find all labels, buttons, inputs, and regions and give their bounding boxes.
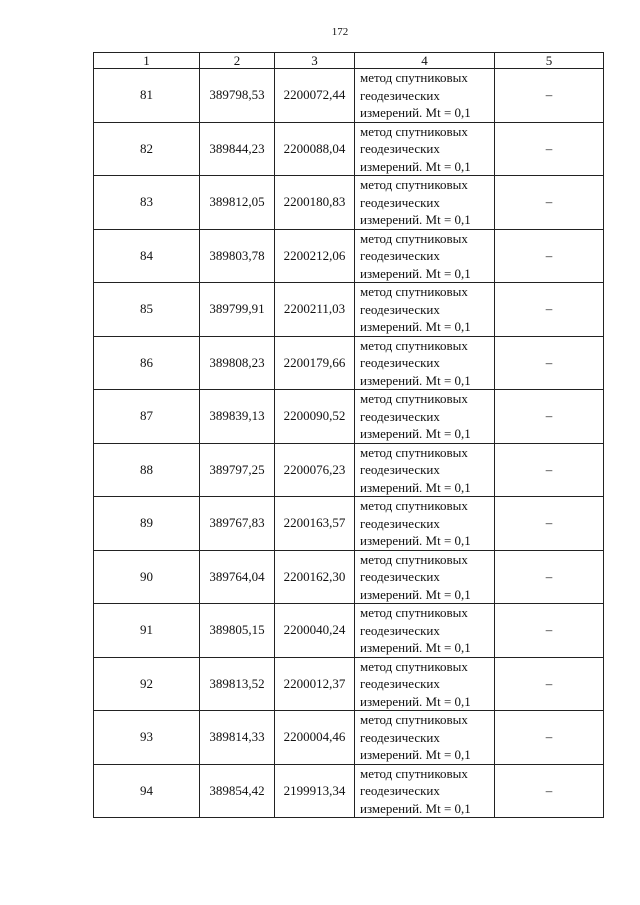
dash-mark: – xyxy=(545,140,553,156)
method-line: геодезических xyxy=(360,783,440,798)
method-line: геодезических xyxy=(360,569,440,584)
dash-mark: – xyxy=(545,782,553,798)
table-body xyxy=(94,69,604,818)
table-row xyxy=(94,283,604,337)
note-cell xyxy=(495,176,604,230)
method-cell xyxy=(355,604,495,658)
method-line: геодезических xyxy=(360,622,440,638)
method-cell xyxy=(355,711,495,765)
method-line: измерений. Mt = 0,1 xyxy=(360,533,471,548)
x-coordinate-cell: 389814,33 xyxy=(200,711,275,765)
y-coordinate-cell: 2200040,24 xyxy=(275,604,355,658)
y-coordinate-cell: 2200090,52 xyxy=(275,390,355,444)
x-coordinate-cell: 389805,15 xyxy=(200,604,275,658)
point-number-cell: 81 xyxy=(94,69,200,123)
method-line: метод спутниковых xyxy=(360,551,468,567)
method-cell xyxy=(355,497,495,551)
table-row xyxy=(94,336,604,390)
note-cell xyxy=(495,69,604,123)
x-coordinate-cell: 389797,25 xyxy=(200,443,275,497)
note-cell xyxy=(495,122,604,176)
table-row xyxy=(94,764,604,818)
method-cell xyxy=(355,229,495,283)
column-header-1: 1 xyxy=(94,53,200,69)
method-line: измерений. Mt = 0,1 xyxy=(360,693,471,709)
method-line: метод спутниковых xyxy=(360,230,468,246)
note-cell xyxy=(495,711,604,765)
page-number: 172 xyxy=(331,26,349,38)
method-line: геодезических xyxy=(360,729,440,745)
y-coordinate-cell: 2200162,30 xyxy=(275,550,355,604)
method-line: метод спутниковых xyxy=(360,605,468,620)
x-coordinate-cell: 389799,91 xyxy=(200,283,275,337)
table-row xyxy=(94,657,604,711)
y-coordinate-cell: 2200179,66 xyxy=(275,336,355,390)
point-number-cell: 84 xyxy=(94,229,200,283)
point-number-cell: 93 xyxy=(94,711,200,765)
note-cell xyxy=(495,497,604,551)
method-line: геодезических xyxy=(360,301,440,317)
point-number-cell: 82 xyxy=(94,122,200,176)
method-line: измерений. Mt = 0,1 xyxy=(360,586,471,602)
dash-mark: – xyxy=(545,461,553,477)
y-coordinate-cell: 2200212,06 xyxy=(275,229,355,283)
point-number-cell: 94 xyxy=(94,764,200,818)
x-coordinate-cell: 389812,05 xyxy=(200,176,275,230)
y-coordinate-cell: 2200211,03 xyxy=(275,283,355,337)
point-number-cell: 85 xyxy=(94,283,200,337)
point-number-cell: 87 xyxy=(94,390,200,444)
x-coordinate-cell: 389813,52 xyxy=(200,657,275,711)
table-row xyxy=(94,176,604,230)
method-cell xyxy=(355,69,495,123)
x-coordinate-cell: 389798,53 xyxy=(200,69,275,123)
method-cell xyxy=(355,122,495,176)
table-row xyxy=(94,69,604,123)
dash-mark: – xyxy=(545,568,553,584)
method-line: метод спутниковых xyxy=(360,123,468,139)
dash-mark: – xyxy=(545,515,553,531)
table-row xyxy=(94,390,604,444)
method-line: измерений. Mt = 0,1 xyxy=(360,747,471,762)
dash-mark: – xyxy=(545,247,553,263)
method-line: геодезических xyxy=(360,194,440,210)
method-line: измерений. Mt = 0,1 xyxy=(360,212,471,227)
dash-mark: – xyxy=(545,301,553,317)
point-number-cell: 86 xyxy=(94,336,200,390)
x-coordinate-cell: 389767,83 xyxy=(200,497,275,551)
note-cell xyxy=(495,604,604,658)
method-line: метод спутниковых xyxy=(360,70,468,85)
method-line: метод спутниковых xyxy=(360,177,468,192)
x-coordinate-cell: 389839,13 xyxy=(200,390,275,444)
method-line: измерений. Mt = 0,1 xyxy=(360,640,471,655)
method-cell xyxy=(355,390,495,444)
dash-mark: – xyxy=(545,408,553,424)
y-coordinate-cell: 2200163,57 xyxy=(275,497,355,551)
dash-mark: – xyxy=(545,87,553,103)
column-header-2: 2 xyxy=(200,53,275,69)
point-number-cell: 88 xyxy=(94,443,200,497)
dash-mark: – xyxy=(545,675,553,691)
method-line: метод спутниковых xyxy=(360,337,468,353)
method-cell xyxy=(355,283,495,337)
point-number-cell: 89 xyxy=(94,497,200,551)
table-row xyxy=(94,443,604,497)
method-line: метод спутниковых xyxy=(360,765,468,781)
note-cell xyxy=(495,336,604,390)
method-line: измерений. Mt = 0,1 xyxy=(360,105,471,120)
note-cell xyxy=(495,443,604,497)
method-line: измерений. Mt = 0,1 xyxy=(360,426,471,441)
table-header-row xyxy=(94,53,604,69)
y-coordinate-cell: 2200012,37 xyxy=(275,657,355,711)
method-line: измерений. Mt = 0,1 xyxy=(360,372,471,388)
method-cell xyxy=(355,764,495,818)
method-line: геодезических xyxy=(360,515,440,531)
dash-mark: – xyxy=(545,194,553,210)
note-cell xyxy=(495,657,604,711)
point-number-cell: 91 xyxy=(94,604,200,658)
y-coordinate-cell: 2200088,04 xyxy=(275,122,355,176)
method-cell xyxy=(355,657,495,711)
table-row xyxy=(94,711,604,765)
x-coordinate-cell: 389854,42 xyxy=(200,764,275,818)
x-coordinate-cell: 389803,78 xyxy=(200,229,275,283)
column-header-3: 3 xyxy=(275,53,355,69)
table-row xyxy=(94,550,604,604)
point-number-cell: 92 xyxy=(94,657,200,711)
method-line: геодезических xyxy=(360,676,440,691)
method-line: геодезических xyxy=(360,462,440,477)
method-cell xyxy=(355,550,495,604)
note-cell xyxy=(495,283,604,337)
table-row xyxy=(94,229,604,283)
method-line: измерений. Mt = 0,1 xyxy=(360,319,471,334)
method-line: метод спутниковых xyxy=(360,391,468,406)
method-cell xyxy=(355,443,495,497)
method-line: геодезических xyxy=(360,248,440,263)
method-line: измерений. Mt = 0,1 xyxy=(360,800,471,816)
method-line: метод спутниковых xyxy=(360,284,468,299)
dash-mark: – xyxy=(545,354,553,370)
method-line: метод спутниковых xyxy=(360,712,468,727)
column-header-5: 5 xyxy=(495,53,604,69)
x-coordinate-cell: 389844,23 xyxy=(200,122,275,176)
y-coordinate-cell: 2199913,34 xyxy=(275,764,355,818)
column-header-4: 4 xyxy=(355,53,495,69)
method-cell xyxy=(355,336,495,390)
note-cell xyxy=(495,764,604,818)
note-cell xyxy=(495,550,604,604)
method-line: метод спутниковых xyxy=(360,444,468,460)
y-coordinate-cell: 2200076,23 xyxy=(275,443,355,497)
point-number-cell: 90 xyxy=(94,550,200,604)
method-line: геодезических xyxy=(360,141,440,156)
y-coordinate-cell: 2200072,44 xyxy=(275,69,355,123)
note-cell xyxy=(495,390,604,444)
method-line: геодезических xyxy=(360,408,440,424)
y-coordinate-cell: 2200180,83 xyxy=(275,176,355,230)
table-row xyxy=(94,122,604,176)
y-coordinate-cell: 2200004,46 xyxy=(275,711,355,765)
coordinates-table xyxy=(93,52,604,818)
method-line: геодезических xyxy=(360,87,440,103)
table-row xyxy=(94,604,604,658)
note-cell xyxy=(495,229,604,283)
method-line: геодезических xyxy=(360,355,440,370)
dash-mark: – xyxy=(545,729,553,745)
method-line: измерений. Mt = 0,1 xyxy=(360,265,471,281)
table-row xyxy=(94,497,604,551)
x-coordinate-cell: 389764,04 xyxy=(200,550,275,604)
method-line: измерений. Mt = 0,1 xyxy=(360,158,471,174)
dash-mark: – xyxy=(545,622,553,638)
x-coordinate-cell: 389808,23 xyxy=(200,336,275,390)
point-number-cell: 83 xyxy=(94,176,200,230)
method-cell xyxy=(355,176,495,230)
method-line: метод спутниковых xyxy=(360,498,468,513)
method-line: измерений. Mt = 0,1 xyxy=(360,479,471,495)
method-line: метод спутниковых xyxy=(360,658,468,674)
